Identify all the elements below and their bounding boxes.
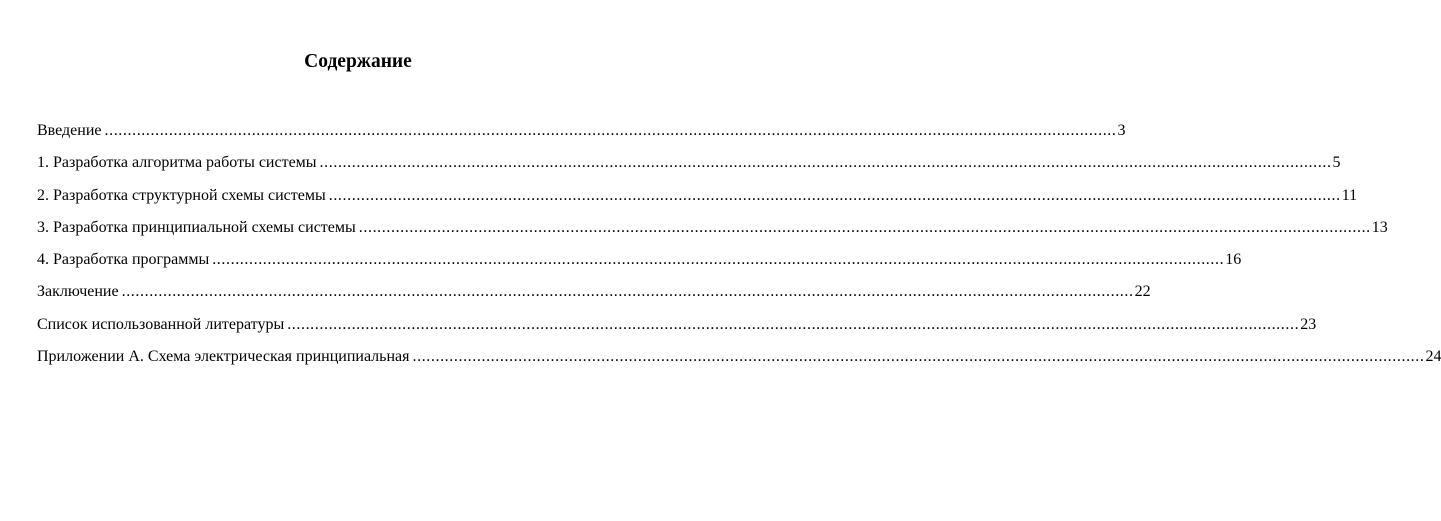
toc-entry-page: 16: [1225, 251, 1242, 269]
toc-entry-page: 23: [1300, 315, 1317, 333]
toc-entry-page: 24: [1425, 348, 1441, 366]
toc-entry-label: 4. Разработка программы: [37, 251, 210, 269]
toc-leader-dots: ............................................................................................................................................................................................................................: [319, 154, 1332, 172]
toc-leader-dots: ............................................................................................................................................................................................................................: [287, 315, 1300, 333]
toc-entry: [37, 344, 1441, 376]
toc-leader-dots: ............................................................................................................................................................................................................................: [121, 283, 1134, 301]
toc-entry-label: Приложении А. Схема электрическая принципиальная: [37, 348, 410, 366]
toc-entry: [37, 118, 1126, 150]
toc-entry-page: 3: [1117, 122, 1126, 139]
toc-entry-label: Введение: [37, 122, 102, 139]
toc-leader-dots: ............................................................................................................................................................................................................................: [212, 251, 1225, 269]
toc-entry-label: 1. Разработка алгоритма работы системы: [37, 154, 317, 172]
toc-entry-page: 11: [1341, 186, 1358, 204]
toc-entry-label: Список использованной литературы: [37, 315, 285, 333]
toc-entry: [37, 247, 1242, 279]
toc-entry: [37, 312, 1317, 344]
toc-entry: [37, 150, 1341, 182]
toc-entry: [37, 183, 1358, 215]
toc-entry-label: Заключение: [37, 283, 119, 301]
toc-leader-dots: ............................................................................................................................................................................................................................: [358, 218, 1371, 236]
toc-entry-page: 13: [1371, 218, 1388, 236]
toc-leader-dots: ............................................................................................................................................................................................................................: [104, 122, 1117, 139]
toc-list: [37, 118, 1441, 376]
toc-entry-page: 5: [1332, 154, 1341, 172]
toc-entry-label: 3. Разработка принципиальной схемы системы: [37, 218, 356, 236]
toc-entry: [37, 279, 1151, 311]
toc-entry-label: 2. Разработка структурной схемы системы: [37, 186, 326, 204]
toc-leader-dots: ............................................................................................................................................................................................................................: [328, 186, 1341, 204]
toc-leader-dots: ............................................................................................................................................................................................................................: [412, 348, 1425, 366]
toc-entry-page: 22: [1134, 283, 1151, 301]
toc-entry: [37, 215, 1388, 247]
toc-title: Содержание: [304, 51, 412, 72]
